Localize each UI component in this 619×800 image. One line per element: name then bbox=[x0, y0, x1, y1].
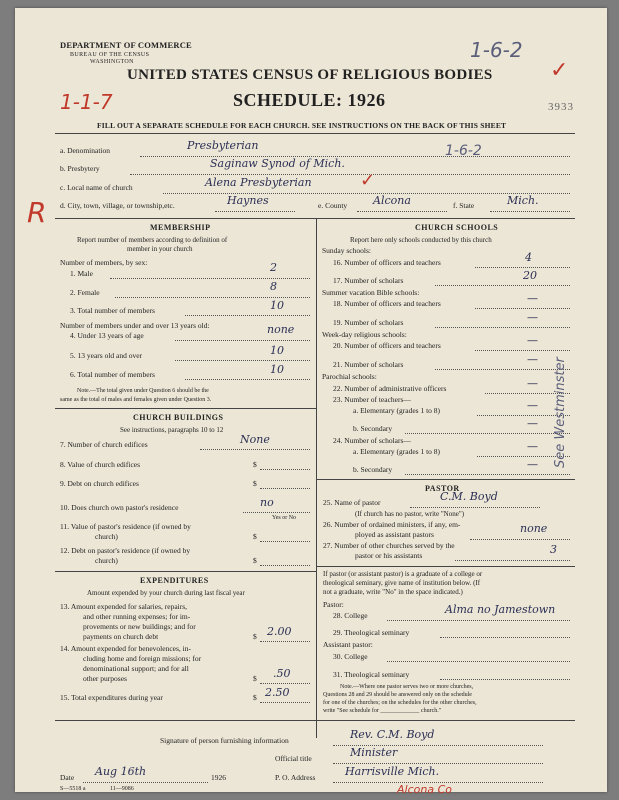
graduate-note-3: not a graduate, write "No" in the space indicated.) bbox=[323, 588, 463, 596]
membership-intro: Report number of members according to definition of bbox=[77, 236, 228, 244]
q5-label: 5. 13 years old and over bbox=[70, 351, 143, 360]
q26-value: none bbox=[520, 522, 548, 535]
city-label: WASHINGTON bbox=[90, 59, 134, 65]
date-label: Date bbox=[60, 773, 75, 782]
pastor-title: PASTOR bbox=[425, 484, 460, 493]
q17-label: 17. Number of scholars bbox=[333, 276, 404, 285]
city-town-label: d. City, town, village, or township,etc. bbox=[60, 201, 175, 210]
q21-value: — bbox=[527, 353, 538, 366]
graduate-note-1: If pastor (or assistant pastor) is a graduate of a college or bbox=[323, 570, 483, 578]
form-number: S—5518 a bbox=[60, 786, 86, 792]
q1-value: 2 bbox=[270, 261, 277, 274]
q24a-label: a. Elementary (grades 1 to 8) bbox=[353, 447, 441, 456]
membership-note: Note.—The total given under Question 6 should be the bbox=[77, 388, 209, 394]
q1-label: 1. Male bbox=[70, 269, 93, 278]
summer-schools-label: Summer vacation Bible schools: bbox=[322, 288, 420, 297]
form-number-2: 11—9086 bbox=[110, 786, 134, 792]
q21-label: 21. Number of scholars bbox=[333, 360, 404, 369]
code-top: 1-6-2 bbox=[470, 38, 523, 62]
buildings-intro: See instructions, paragraphs 10 to 12 bbox=[120, 426, 224, 434]
sunday-schools-label: Sunday schools: bbox=[322, 246, 371, 255]
margin-red-r: R bbox=[27, 196, 47, 229]
q13-label-2: and other running expenses; for im- bbox=[83, 612, 191, 621]
q13-label-3: provements or new buildings; and for bbox=[83, 622, 196, 631]
q7-label: 7. Number of church edifices bbox=[60, 440, 148, 449]
membership-title: MEMBERSHIP bbox=[150, 223, 211, 232]
q23b-value: — bbox=[527, 417, 538, 430]
serial-number: 3933 bbox=[548, 101, 574, 113]
q11-dollar: $ bbox=[253, 532, 257, 541]
expenditures-intro: Amount expended by your church during last fiscal year bbox=[87, 589, 245, 597]
presbytery-value: Saginaw Synod of Mich. bbox=[210, 157, 345, 170]
q14-label-3: denominational support; and for all bbox=[83, 664, 189, 673]
q3-value: 10 bbox=[270, 299, 284, 312]
official-title-label: Official title bbox=[275, 754, 312, 763]
parochial-schools-label: Parochial schools: bbox=[322, 372, 377, 381]
q13-dollar: $ bbox=[253, 632, 257, 641]
city-town-value: Haynes bbox=[227, 194, 269, 207]
q17-value: 20 bbox=[523, 269, 537, 282]
q10-value: no bbox=[260, 496, 274, 509]
q23b-label: b. Secondary bbox=[353, 424, 393, 433]
q12-label: 12. Debt on pastor's residence (if owned by bbox=[60, 546, 191, 555]
pastor-note-1: Note.—Where one pastor serves two or more churches, bbox=[340, 684, 474, 690]
q31-label: 31. Theological seminary bbox=[333, 670, 410, 679]
q22-value: — bbox=[527, 377, 538, 390]
red-check-icon: ✓ bbox=[550, 58, 569, 83]
q9-dollar: $ bbox=[253, 479, 257, 488]
q26-label: 26. Number of ordained ministers, if any, em- bbox=[323, 520, 461, 529]
code-left: 1-1-7 bbox=[60, 90, 113, 114]
pastor-subheading: Pastor: bbox=[323, 600, 344, 609]
q2-value: 8 bbox=[270, 280, 277, 293]
q16-label: 16. Number of officers and teachers bbox=[333, 258, 441, 267]
official-title-value: Minister bbox=[350, 746, 398, 759]
q14-value: .50 bbox=[273, 667, 291, 680]
q23a-label: a. Elementary (grades 1 to 8) bbox=[353, 406, 441, 415]
expenditures-title: EXPENDITURES bbox=[140, 576, 209, 585]
code-denomination: 1-6-2 bbox=[445, 143, 482, 159]
q15-label: 15. Total expenditures during year bbox=[60, 693, 163, 702]
po-address-value: Harrisville Mich. bbox=[345, 765, 440, 778]
q24a-value: — bbox=[527, 440, 538, 453]
q14-dollar: $ bbox=[253, 674, 257, 683]
weekday-schools-label: Week-day religious schools: bbox=[322, 330, 407, 339]
membership-intro-2: member in your church bbox=[127, 245, 193, 253]
q6-value: 10 bbox=[270, 363, 284, 376]
q27-label: 27. Number of other churches served by the bbox=[323, 541, 455, 550]
membership-note-2: same as the total of males and females given under Question 3. bbox=[60, 397, 212, 403]
q20-value: — bbox=[527, 334, 538, 347]
q14-label-2: cluding home and foreign missions; for bbox=[83, 654, 202, 663]
q13-label-4: payments on church debt bbox=[83, 632, 159, 641]
church-name-label: c. Local name of church bbox=[60, 183, 133, 192]
red-check-icon: ✓ bbox=[360, 170, 376, 191]
q12-dollar: $ bbox=[253, 556, 257, 565]
q19-label: 19. Number of scholars bbox=[333, 318, 404, 327]
q18-label: 18. Number of officers and teachers bbox=[333, 299, 441, 308]
q25-note: (If church has no pastor, write "None") bbox=[355, 510, 465, 518]
q28-value: Alma no Jamestown bbox=[445, 603, 556, 616]
q11-label-2: church) bbox=[95, 532, 118, 541]
schools-intro: Report here only schools conducted by this church bbox=[350, 236, 492, 244]
q24-label: 24. Number of scholars— bbox=[333, 436, 411, 445]
pastor-note-2: Questions 28 and 29 should be answered only on the schedule bbox=[323, 692, 472, 698]
presbytery-label: b. Presbytery bbox=[60, 164, 100, 173]
q23a-value: — bbox=[527, 399, 538, 412]
q5-value: 10 bbox=[270, 344, 284, 357]
assistant-pastor-subheading: Assistant pastor: bbox=[323, 640, 373, 649]
q10-label: 10. Does church own pastor's residence bbox=[60, 503, 179, 512]
q3-label: 3. Total number of members bbox=[70, 306, 155, 315]
pastor-name-value: C.M. Boyd bbox=[440, 490, 498, 503]
q4-label: 4. Under 13 years of age bbox=[70, 331, 144, 340]
q18-value: — bbox=[527, 292, 538, 305]
q13-label: 13. Amount expended for salaries, repairs, bbox=[60, 602, 188, 611]
q27-label-2: pastor or his assistants bbox=[355, 551, 423, 560]
q20-label: 20. Number of officers and teachers bbox=[333, 341, 441, 350]
denomination-label: a. Denomination bbox=[60, 146, 110, 155]
q23-label: 23. Number of teachers— bbox=[333, 395, 411, 404]
form-title: UNITED STATES CENSUS OF RELIGIOUS BODIES bbox=[127, 67, 493, 83]
schedule-title: SCHEDULE: 1926 bbox=[233, 90, 386, 110]
department-label: DEPARTMENT OF COMMERCE bbox=[60, 40, 192, 50]
county-value: Alcona bbox=[373, 194, 411, 207]
schools-title: CHURCH SCHOOLS bbox=[415, 223, 499, 232]
q7-value: None bbox=[240, 433, 270, 446]
church-name-value: Alena Presbyterian bbox=[205, 176, 312, 189]
date-value: Aug 16th bbox=[95, 765, 147, 778]
q19-value: — bbox=[527, 311, 538, 324]
po-address-label: P. O. Address bbox=[275, 773, 316, 782]
q15-value: 2.50 bbox=[265, 686, 290, 699]
q26-label-2: ployed as assistant pastors bbox=[355, 530, 434, 539]
buildings-title: CHURCH BUILDINGS bbox=[133, 413, 224, 422]
denomination-value: Presbyterian bbox=[187, 139, 259, 152]
state-value: Mich. bbox=[507, 194, 539, 207]
q4-value: none bbox=[267, 323, 295, 336]
q8-label: 8. Value of church edifices bbox=[60, 460, 141, 469]
q14-label-4: other purposes bbox=[83, 674, 127, 683]
yes-no-hint: Yes or No bbox=[272, 515, 297, 521]
q15-dollar: $ bbox=[253, 693, 257, 702]
age-intro: Number of members under and over 13 years old: bbox=[60, 321, 210, 330]
signature-value: Rev. C.M. Boyd bbox=[350, 728, 435, 741]
q30-label: 30. College bbox=[333, 652, 368, 661]
graduate-note-2: theological seminary, give name of institution below. (If bbox=[323, 579, 481, 587]
q2-label: 2. Female bbox=[70, 288, 100, 297]
q22-label: 22. Number of administrative officers bbox=[333, 384, 447, 393]
q8-dollar: $ bbox=[253, 460, 257, 469]
q28-label: 28. College bbox=[333, 611, 368, 620]
q6-label: 6. Total number of members bbox=[70, 370, 155, 379]
q16-value: 4 bbox=[525, 251, 532, 264]
pastor-note-4: write "See schedule for _____________ church." bbox=[323, 708, 442, 714]
state-label: f. State bbox=[453, 201, 475, 210]
bureau-label: BUREAU OF THE CENSUS bbox=[70, 52, 150, 58]
instructions-line: FILL OUT A SEPARATE SCHEDULE FOR EACH CHURCH. SEE INSTRUCTIONS ON THE BACK OF THIS SHEET bbox=[97, 121, 507, 130]
q9-label: 9. Debt on church edifices bbox=[60, 479, 139, 488]
membership-by-sex: Number of members, by sex: bbox=[60, 258, 148, 267]
county-red-note: Alcona Co bbox=[397, 783, 452, 796]
q24b-value: — bbox=[527, 458, 538, 471]
q24b-label: b. Secondary bbox=[353, 465, 393, 474]
date-year: 1926 bbox=[211, 773, 226, 782]
q13-value: 2.00 bbox=[267, 625, 292, 638]
q27-value: 3 bbox=[550, 543, 557, 556]
q11-label: 11. Value of pastor's residence (if owned by bbox=[60, 522, 191, 531]
signature-label: Signature of person furnishing information bbox=[160, 736, 289, 745]
q14-label: 14. Amount expended for benevolences, in- bbox=[60, 644, 192, 653]
q29-label: 29. Theological seminary bbox=[333, 628, 410, 637]
q25-label: 25. Name of pastor bbox=[323, 498, 381, 507]
pastor-note-3: for one of the churches; on the schedules for the other churches, bbox=[323, 700, 477, 706]
county-label: e. County bbox=[318, 201, 348, 210]
margin-side-note: See Westminster bbox=[553, 357, 568, 468]
q12-label-2: church) bbox=[95, 556, 118, 565]
census-form-page bbox=[15, 8, 607, 796]
